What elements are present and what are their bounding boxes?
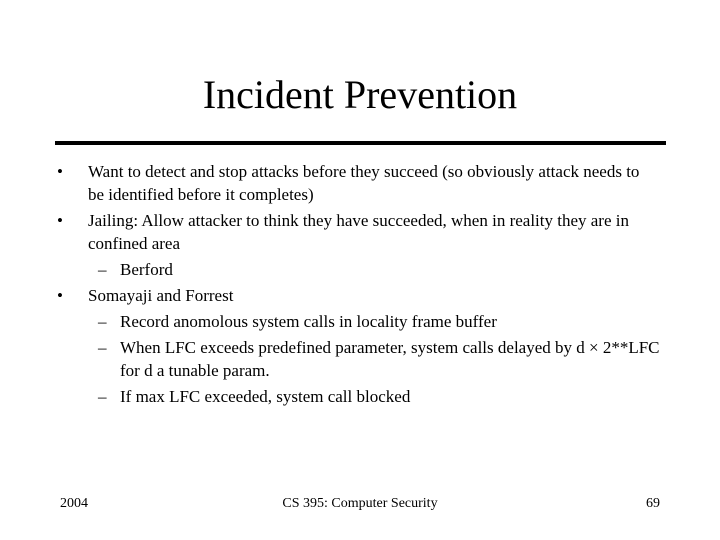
footer-page-number: 69: [646, 496, 660, 511]
bullet-item: [0, 160, 648, 206]
slide-body: [0, 160, 720, 411]
sub-bullet-marker: –: [98, 312, 107, 331]
slide-title: Incident Prevention: [202, 72, 518, 117]
bullet-marker: •: [57, 211, 63, 230]
bullet-marker: •: [57, 162, 63, 181]
title-divider: [55, 141, 666, 145]
sub-bullet-marker: –: [98, 338, 107, 357]
sub-bullet-item: [0, 258, 660, 281]
bullet-text: Jailing: Allow attacker to think they have succeeded, when in reality they are in confined area: [88, 211, 629, 253]
sub-bullet-item: [0, 310, 660, 333]
bullet-text: Want to detect and stop attacks before they succeed (so obviously attack needs to be identified before it completes): [88, 162, 640, 204]
sub-bullet-marker: –: [98, 387, 107, 406]
bullet-text: Somayaji and Forrest: [88, 286, 234, 305]
sub-bullet-text: Record anomolous system calls in locality frame buffer: [120, 312, 497, 331]
sub-bullet-item: [0, 336, 660, 382]
sub-bullet-marker: –: [98, 260, 107, 279]
bullet-item: [0, 209, 648, 255]
sub-bullet-item: [0, 385, 660, 408]
bullet-item: [0, 284, 648, 307]
footer-year: 2004: [60, 496, 88, 511]
bullet-marker: •: [57, 286, 63, 305]
sub-bullet-text: Berford: [120, 260, 173, 279]
footer-course: CS 395: Computer Security: [282, 496, 438, 511]
sub-bullet-text: When LFC exceeds predefined parameter, system calls delayed by d × 2**LFC for d a tunable param.: [120, 338, 660, 380]
sub-bullet-text: If max LFC exceeded, system call blocked: [120, 387, 411, 406]
